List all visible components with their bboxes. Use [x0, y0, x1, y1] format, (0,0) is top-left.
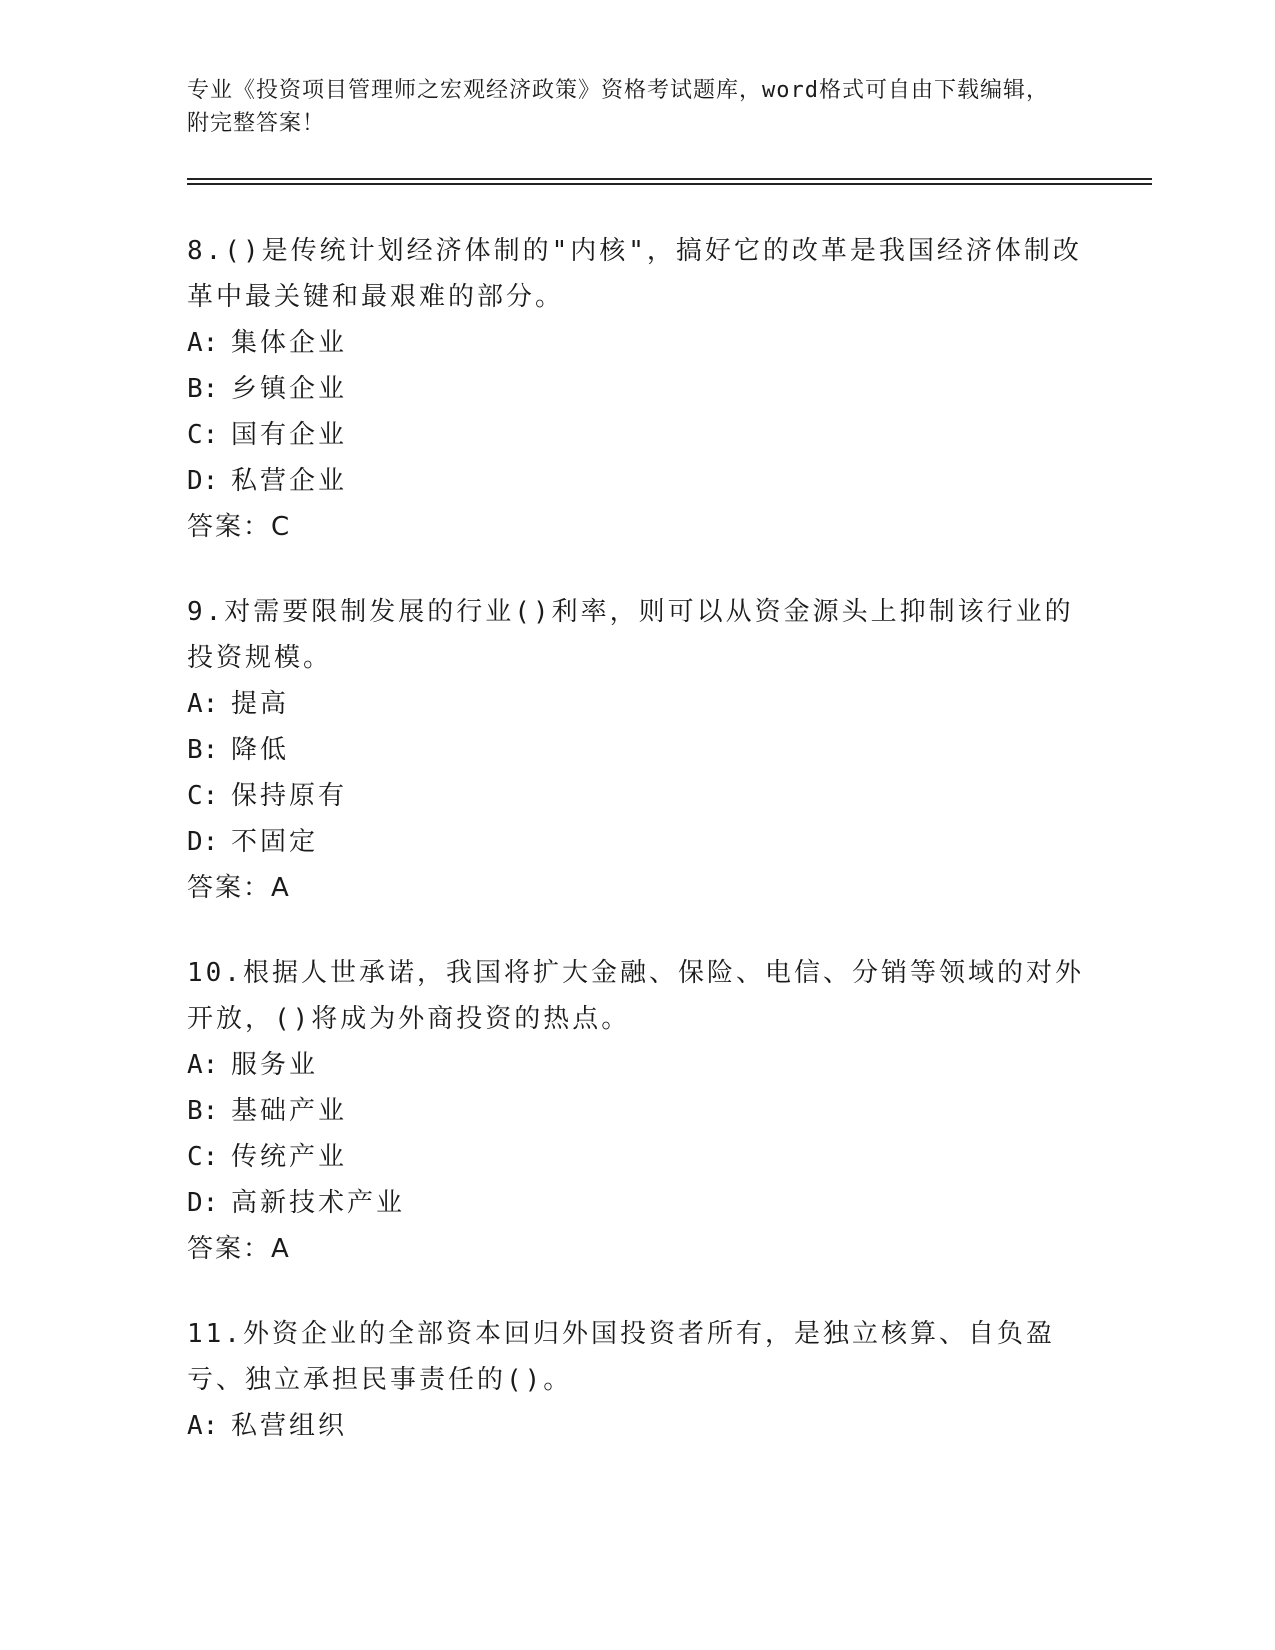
option-a — [187, 1042, 1087, 1088]
option-text: 保持原有 — [231, 781, 348, 811]
question-stem: 8.()是传统计划经济体制的"内核"，搞好它的改革是我国经济体制改革中最关键和最艰难的部分。 — [187, 236, 1082, 312]
answer-line: 答案：C — [187, 512, 292, 542]
option-text: 乡镇企业 — [231, 374, 348, 404]
option-c — [187, 773, 1087, 819]
question-11 — [187, 1311, 1087, 1449]
document-header: 专业《投资项目管理师之宏观经济政策》资格考试题库，word格式可自由下载编辑，附完整答案！ — [187, 78, 1049, 136]
option-c — [187, 412, 1087, 458]
header-divider-bottom — [187, 183, 1152, 185]
option-text: 集体企业 — [231, 328, 348, 358]
option-text: 高新技术产业 — [231, 1188, 406, 1218]
option-c — [187, 1134, 1087, 1180]
option-letter: A: — [187, 1050, 219, 1080]
option-b — [187, 727, 1087, 773]
question-stem: 11.外资企业的全部资本回归外国投资者所有，是独立核算、自负盈亏、独立承担民事责任的()。 — [187, 1319, 1055, 1395]
option-b — [187, 366, 1087, 412]
answer-line: 答案：A — [187, 1234, 291, 1264]
option-letter: A: — [187, 1411, 219, 1441]
question-stem: 9.对需要限制发展的行业()利率，则可以从资金源头上抑制该行业的投资规模。 — [187, 597, 1074, 673]
option-a — [187, 681, 1087, 727]
option-text: 基础产业 — [231, 1096, 348, 1126]
option-text: 降低 — [231, 735, 290, 765]
option-d — [187, 819, 1087, 865]
option-d — [187, 1180, 1087, 1226]
option-a — [187, 320, 1087, 366]
option-text: 不固定 — [231, 827, 319, 857]
option-letter: A: — [187, 328, 219, 358]
option-letter: D: — [187, 1188, 219, 1218]
option-text: 服务业 — [231, 1050, 319, 1080]
option-letter: B: — [187, 735, 219, 765]
option-letter: B: — [187, 374, 219, 404]
header-divider-top — [187, 178, 1152, 180]
option-text: 传统产业 — [231, 1142, 348, 1172]
option-letter: C: — [187, 420, 219, 450]
option-a — [187, 1403, 1087, 1449]
question-stem: 10.根据人世承诺，我国将扩大金融、保险、电信、分销等领域的对外开放，()将成为外商投资的热点。 — [187, 958, 1084, 1034]
option-text: 提高 — [231, 689, 290, 719]
option-letter: D: — [187, 466, 219, 496]
option-letter: C: — [187, 781, 219, 811]
option-b — [187, 1088, 1087, 1134]
option-letter: A: — [187, 689, 219, 719]
option-letter: B: — [187, 1096, 219, 1126]
answer-line: 答案：A — [187, 873, 291, 903]
option-d — [187, 458, 1087, 504]
option-text: 私营企业 — [231, 466, 348, 496]
question-9 — [187, 589, 1087, 911]
option-letter: C: — [187, 1142, 219, 1172]
option-text: 国有企业 — [231, 420, 348, 450]
question-list — [187, 228, 1087, 1488]
option-text: 私营组织 — [231, 1411, 348, 1441]
question-8 — [187, 228, 1087, 550]
question-10 — [187, 950, 1087, 1272]
option-letter: D: — [187, 827, 219, 857]
